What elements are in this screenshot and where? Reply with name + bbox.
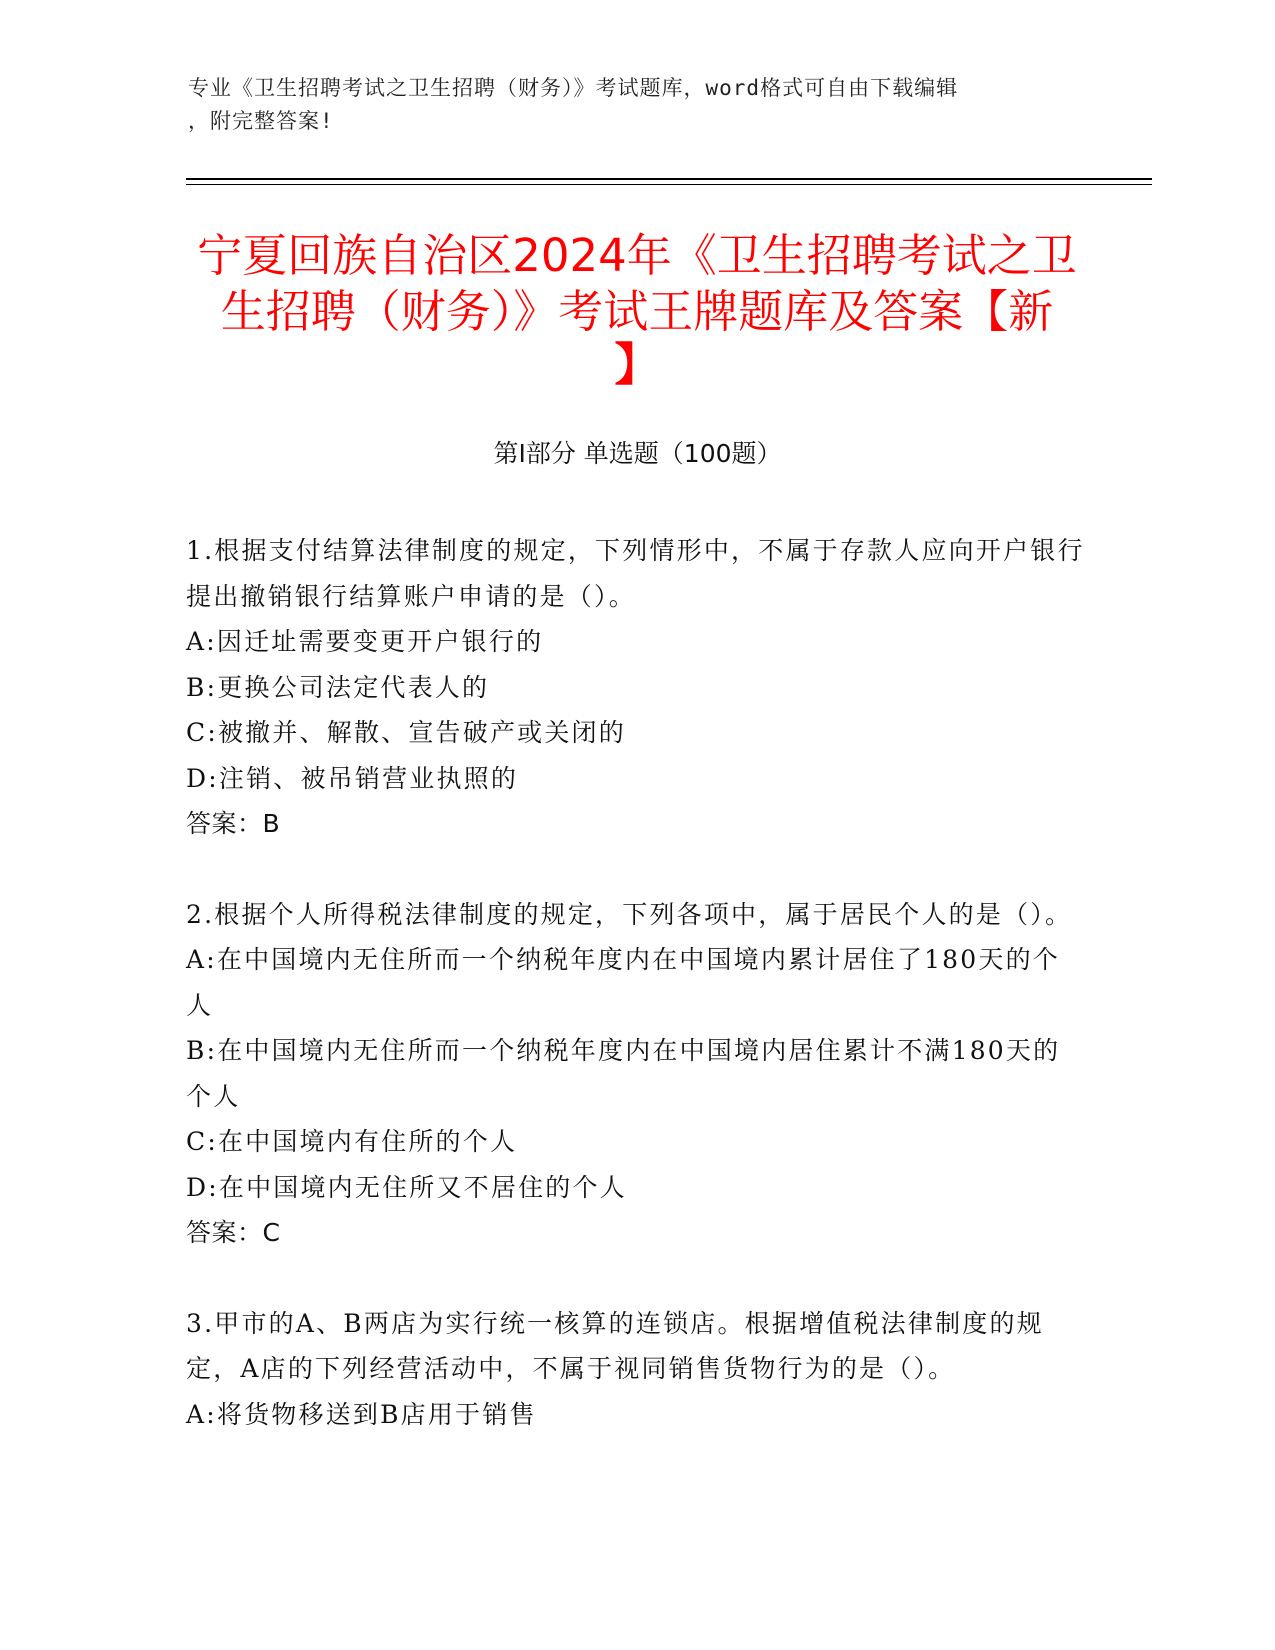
option-a: A:因迁址需要变更开户银行的 bbox=[186, 627, 544, 656]
option-c: C:在中国境内有住所的个人 bbox=[186, 1127, 518, 1156]
question-stem: 3.甲市的A、B两店为实行统一核算的连锁店。根据增值税法律制度的规定，A店的下列经营活动中，不属于视同销售货物行为的是（）。 bbox=[186, 1308, 1044, 1383]
document-title bbox=[176, 228, 1098, 390]
document-title-line1: 宁夏回族自治区2024年《卫生招聘考试之卫 bbox=[197, 229, 1077, 282]
question-3 bbox=[186, 1301, 1086, 1438]
option-b: B:更换公司法定代表人的 bbox=[186, 672, 490, 702]
header-note bbox=[188, 72, 1068, 138]
question-stem: 1.根据支付结算法律制度的规定，下列情形中，不属于存款人应向开户银行提出撤销银行结算账户申请的是（）。 bbox=[186, 536, 1085, 611]
option-b: B:在中国境内无住所而一个纳税年度内在中国境内居住累计不满180天的个人 bbox=[186, 1036, 1061, 1111]
question-stem: 2.根据个人所得税法律制度的规定，下列各项中，属于居民个人的是（）。 bbox=[186, 899, 1073, 929]
option-c: C:被撤并、解散、宣告破产或关闭的 bbox=[186, 718, 626, 747]
answer: 答案：C bbox=[186, 1218, 281, 1247]
option-a: A:将货物移送到B店用于销售 bbox=[186, 1399, 537, 1429]
header-note-line1: 专业《卫生招聘考试之卫生招聘（财务）》考试题库，word格式可自由下载编辑 bbox=[188, 76, 959, 100]
question-1 bbox=[186, 528, 1086, 847]
question-list bbox=[186, 528, 1086, 1482]
question-2 bbox=[186, 892, 1086, 1256]
header-note-line2: ，附完整答案! bbox=[188, 109, 334, 133]
document-title-line3: 】 bbox=[614, 338, 660, 391]
header-rule-thick bbox=[186, 178, 1152, 180]
option-a: A:在中国境内无住所而一个纳税年度内在中国境内累计居住了180天的个人 bbox=[186, 945, 1060, 1020]
option-d: D:注销、被吊销营业执照的 bbox=[186, 763, 519, 793]
answer: 答案：B bbox=[186, 809, 281, 838]
header-rule-thin bbox=[186, 184, 1152, 185]
option-d: D:在中国境内无住所又不居住的个人 bbox=[186, 1172, 627, 1202]
section-heading: 第Ⅰ部分 单选题（100题） bbox=[493, 439, 782, 468]
document-title-line2: 生招聘（财务）》考试王牌题库及答案【新 bbox=[220, 285, 1054, 338]
